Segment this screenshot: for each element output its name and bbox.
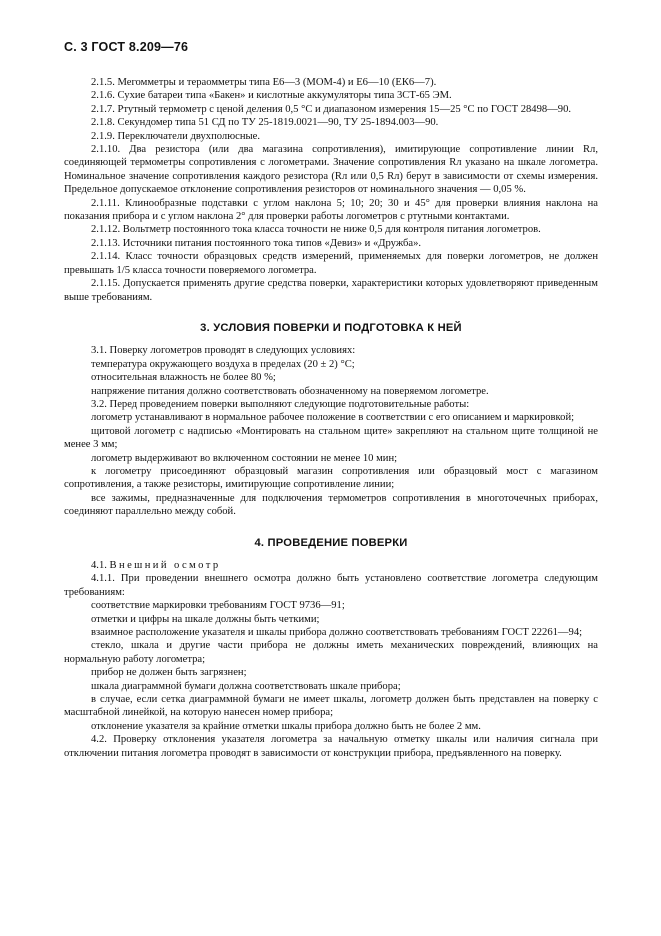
item-2-1-15: 2.1.15. Допускается применять другие средства поверки, характеристики которых удовлетворяют приведенным выше требованиям.: [64, 278, 598, 303]
item-2-1-6: 2.1.6. Сухие батареи типа «Бакен» и кислотные аккумуляторы типа 3СТ-65 ЭМ.: [91, 90, 452, 102]
paragraph-3-1: 3.1. Поверку логометров проводят в следующих условиях:: [91, 345, 356, 357]
subheading-4-1: [64, 559, 598, 572]
req-pointer-deviation: отклонение указателя за крайние отметки шкалы прибора должно быть не более 2 мм.: [91, 720, 481, 732]
prep-panel: щитовой логометр с надписью «Монтировать на стальном щите» закрепляют на стальном щите толщиной не менее 3 мм;: [64, 425, 598, 451]
paragraph-4-2: 4.2. Проверку отклонения указателя логометра за начальную отметку шкалы или наличия сигнала при отключении питания логометра проводят в зависимости от конструкции прибора, предъявленного на поверку.: [64, 734, 598, 759]
req-marking: соответствие маркировки требованиям ГОСТ 9736—91;: [91, 600, 345, 612]
section-4: [64, 559, 598, 760]
req-pointer-position: взаимное расположение указателя и шкалы прибора должно соответствовать требованиям ГОСТ 22261—94;: [91, 627, 583, 639]
item-2-1-7: 2.1.7. Ртутный термометр с ценой деления 0,5 °С и диапазоном измерения 15—25 °С по ГОСТ 28498—90.: [91, 103, 572, 115]
condition-humidity: относительная влажность не более 80 %;: [91, 372, 276, 384]
subheading-number: 4.1.: [91, 560, 107, 571]
item-2-1-11: 2.1.11. Клинообразные подставки с углом наклона 5; 10; 20; 30 и 45° для проверки влияния наклона на показания прибора и с углом наклона 2° для проверки работы логометров с ртутными контактами.: [64, 197, 598, 223]
item-2-1-10: 2.1.10. Два резистора (или два магазина сопротивления), имитирующие сопротивление линии Rл, соединяющей термометры сопротивления с логометрами. Значение сопротивления Rл указано на шкале логометра. Номинальное значение сопротивления каждого резистора (Rл или 0,5 Rл) берут в зависимости от схемы измерения. Предельное допускаемое отклонение сопротивления резисторов от номинального значения — 0,05 %.: [64, 144, 598, 196]
item-2-1-13: 2.1.13. Источники питания постоянного тока типов «Девиз» и «Дружба».: [91, 237, 422, 249]
prep-warmup: логометр выдерживают во включенном состоянии не менее 10 мин;: [91, 452, 398, 464]
req-clean: прибор не должен быть загрязнен;: [91, 667, 247, 679]
subheading-text: Внешний осмотр: [109, 560, 221, 571]
req-no-damage: стекло, шкала и другие части прибора не должны иметь механических повреждений, влияющих на нормальную работу логометра;: [64, 640, 598, 665]
paragraph-4-1-1: 4.1.1. При проведении внешнего осмотра должно быть установлено соответствие логометра следующим требованиям:: [64, 573, 598, 598]
prep-position: логометр устанавливают в нормальное рабочее положение в соответствии с его описанием и маркировкой;: [91, 412, 575, 424]
item-2-1-12: 2.1.12. Вольтметр постоянного тока класса точности не ниже 0,5 для контроля питания логометров.: [91, 224, 541, 236]
condition-voltage: напряжение питания должно соответствовать обозначенному на поверяемом логометре.: [91, 385, 489, 397]
section-2-continued: [64, 76, 598, 304]
prep-connect: к логометру присоединяют образцовый магазин сопротивления или образцовый мост с магазином сопротивления, а также резисторы, имитирующие сопротивление линии;: [64, 465, 598, 491]
req-scale-marks: отметки и цифры на шкале должны быть четкими;: [91, 613, 320, 625]
section-3-title: 3. УСЛОВИЯ ПОВЕРКИ И ПОДГОТОВКА К НЕЙ: [200, 321, 462, 334]
item-2-1-5: 2.1.5. Мегомметры и тераомметры типа Е6—3 (МОМ-4) и Е6—10 (ЕК6—7).: [91, 77, 437, 88]
item-2-1-8: 2.1.8. Секундомер типа 51 СД по ТУ 25-1819.0021—90, ТУ 25-1894.003—90.: [91, 117, 439, 129]
section-4-title: 4. ПРОВЕДЕНИЕ ПОВЕРКИ: [254, 536, 408, 549]
page-header: С. 3 ГОСТ 8.209—76: [64, 40, 189, 54]
req-ruler: в случае, если сетка диаграммной бумаги не имеет шкалы, логометр должен быть представлен на поверку с масштабной линейкой, на которую нанесен номер прибора;: [64, 694, 598, 719]
req-chart-paper: шкала диаграммной бумаги должна соответствовать шкале прибора;: [91, 680, 401, 692]
item-2-1-14: 2.1.14. Класс точности образцовых средств измерений, применяемых для поверки логометров, не должен превышать 1/5 класса точности поверяемого логометра.: [64, 251, 598, 276]
document-body: [64, 76, 598, 760]
condition-temperature: температура окружающего воздуха в пределах (20 ± 2) °С;: [91, 358, 355, 370]
prep-terminals: все зажимы, предназначенные для подключения термометров сопротивления в многоточечных приборах, соединяют параллельно между собой.: [64, 492, 598, 518]
item-2-1-9: 2.1.9. Переключатели двухполюсные.: [91, 130, 260, 142]
paragraph-3-2: 3.2. Перед проведением поверки выполняют следующие подготовительные работы:: [91, 398, 470, 410]
section-3: [64, 344, 598, 518]
